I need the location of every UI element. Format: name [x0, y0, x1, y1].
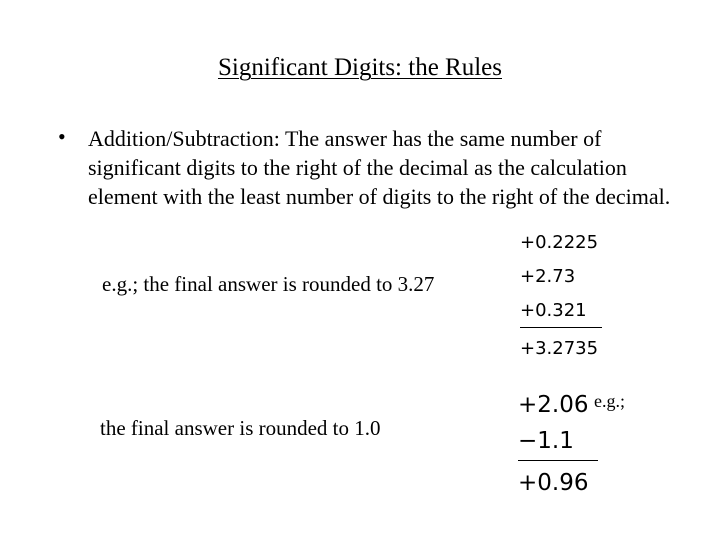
calc-2-result: +0.96 — [518, 470, 589, 496]
calc-1-row-1: +0.2225 — [520, 232, 599, 253]
example-1-calculation — [520, 232, 610, 367]
sum-line-2 — [518, 460, 598, 461]
calc-2-row-2: −1.1 — [518, 428, 574, 454]
example-2-text: the final answer is rounded to 1.0 — [100, 416, 381, 440]
sum-line-1 — [520, 327, 602, 328]
bullet-marker: • — [58, 124, 66, 149]
calc-1-result: +3.2735 — [520, 338, 599, 359]
example-1-text: e.g.; the final answer is rounded to 3.27 — [102, 272, 435, 296]
rule-description: Addition/Subtraction: The answer has the same number of significant digits to the right of the decimal as the calculation element with the least number of digits to the right of the decimal. — [88, 126, 671, 209]
example-2-label: e.g.; — [594, 391, 625, 411]
calc-1-row-2: +2.73 — [520, 266, 576, 287]
slide-title: Significant Digits: the Rules — [217, 54, 502, 81]
calc-2-row-1: +2.06 — [518, 392, 589, 418]
calc-1-row-3: +0.321 — [520, 300, 587, 321]
